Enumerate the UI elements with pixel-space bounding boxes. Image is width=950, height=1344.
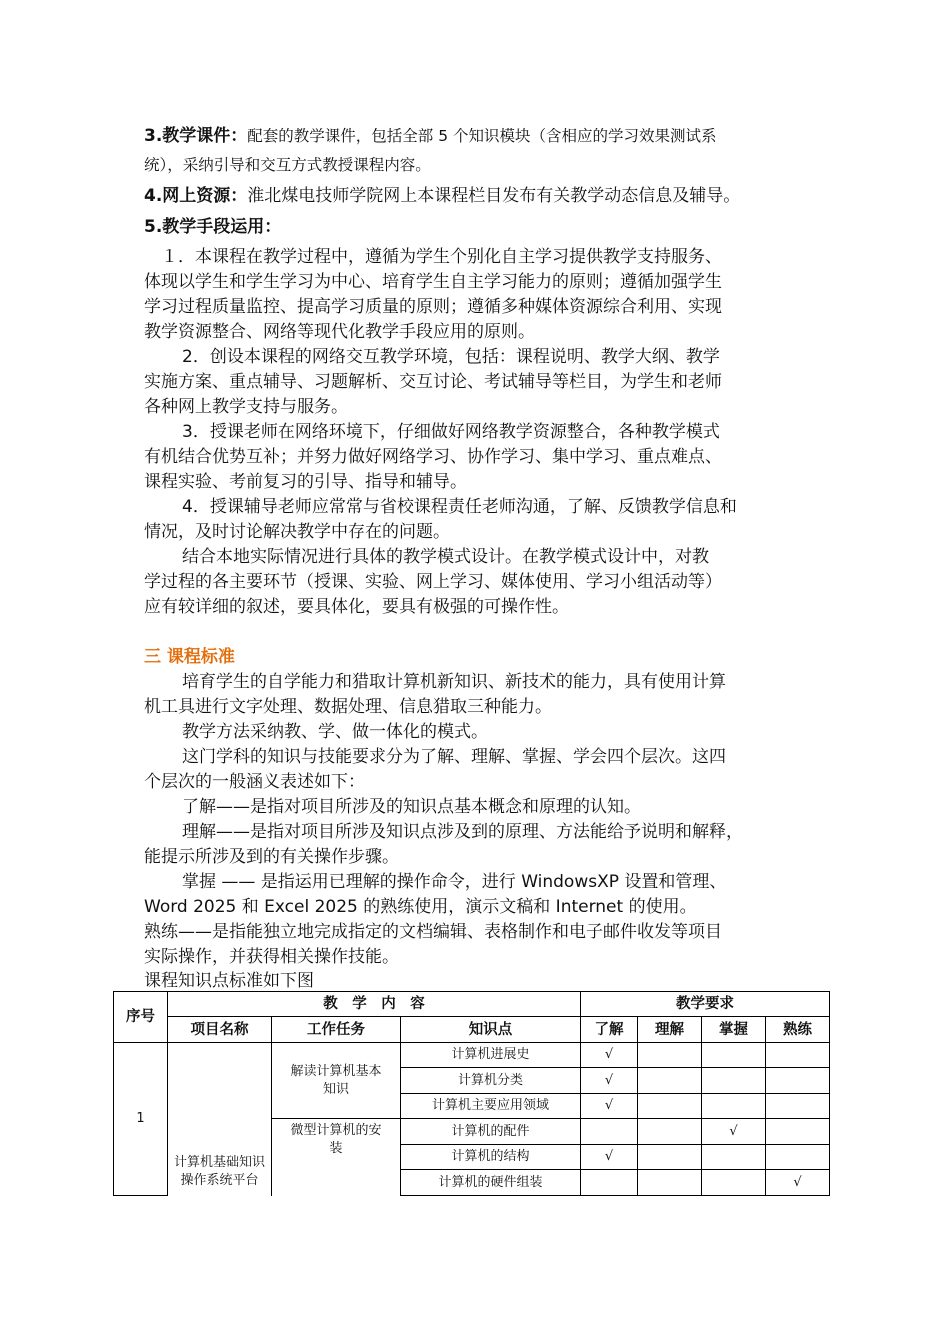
sec3-para-6-line-1: 掌握 —— 是指运用已理解的操作命令，进行 WindowsXP 设置和管理、 xyxy=(182,872,727,892)
cell-point: 计算机的硬件组装 xyxy=(401,1170,581,1196)
cell-empty xyxy=(766,1068,830,1094)
task-2-line-1: 微型计算机的安 xyxy=(290,1123,382,1138)
header-know: 了解 xyxy=(581,1017,638,1043)
cell-empty xyxy=(702,1068,766,1094)
item-3-text: 配套的教学课件，包括全部 5 个知识模块（含相应的学习效果测试系 xyxy=(247,127,717,145)
cell-empty xyxy=(766,1043,830,1068)
para-2-line-2: 实施方案、重点辅导、习题解析、交互讨论、考试辅导等栏目，为学生和老师 xyxy=(144,372,722,392)
sec3-para-1-line-1: 培育学生的自学能力和猎取计算机新知识、新技术的能力，具有使用计算 xyxy=(182,672,726,692)
para-1-line-1: １．本课程在教学过程中，遵循为学生个别化自主学习提供教学支持服务、 xyxy=(144,247,722,267)
header-master: 掌握 xyxy=(702,1017,766,1043)
header-skilled: 熟练 xyxy=(766,1017,830,1043)
cell-seq: 1 xyxy=(114,1043,168,1196)
sec3-para-7-line-1: 熟练——是指能独立地完成指定的文档编辑、表格制作和电子邮件收发等项目 xyxy=(144,922,722,942)
item-3-line-1 xyxy=(144,124,717,148)
check-mark: √ xyxy=(581,1068,638,1094)
header-content: 教 学 内 容 xyxy=(168,992,581,1017)
task-2-line-2: 装 xyxy=(329,1141,343,1156)
cell-task-1 xyxy=(272,1043,401,1119)
para-3-line-3: 课程实验、考前复习的引导、指导和辅导。 xyxy=(144,472,467,492)
header-point: 知识点 xyxy=(401,1017,581,1043)
para-2-line-3: 各种网上教学支持与服务。 xyxy=(144,397,348,417)
header-project: 项目名称 xyxy=(168,1017,272,1043)
para-1-line-4: 教学资源整合、网络等现代化教学手段应用的原则。 xyxy=(144,322,535,342)
sec3-para-3-line-2: 个层次的一般涵义表述如下： xyxy=(144,772,365,792)
cell-point: 计算机分类 xyxy=(401,1068,581,1094)
cell-empty xyxy=(702,1145,766,1170)
knowledge-point-table xyxy=(113,991,830,1196)
check-mark: √ xyxy=(581,1094,638,1119)
cell-empty xyxy=(766,1119,830,1145)
task-1-line-1: 解读计算机基本 xyxy=(290,1063,382,1079)
para-4-line-2: 情况，及时讨论解决教学中存在的问题。 xyxy=(144,522,450,542)
para-5-line-3: 应有较详细的叙述，要具体化，要具有极强的可操作性。 xyxy=(144,597,569,617)
cell-empty xyxy=(702,1043,766,1068)
item-4-text: 淮北煤电技师学院网上本课程栏目发布有关教学动态信息及辅导。 xyxy=(247,186,741,206)
project-line-2: 操作系统平台 xyxy=(180,1172,259,1188)
table-caption: 课程知识点标准如下图 xyxy=(144,971,314,991)
cell-empty xyxy=(581,1170,638,1196)
sec3-para-6-line-2: Word 2025 和 Excel 2025 的熟练使用，演示文稿和 Internet 的使用。 xyxy=(144,897,697,917)
cell-empty xyxy=(766,1094,830,1119)
item-5-label: 5.教学手段运用： xyxy=(144,217,282,237)
cell-empty xyxy=(638,1094,702,1119)
check-mark: √ xyxy=(702,1119,766,1145)
check-mark: √ xyxy=(581,1043,638,1068)
cell-empty xyxy=(702,1094,766,1119)
check-mark: √ xyxy=(581,1145,638,1170)
para-1-line-3: 学习过程质量监控、提高学习质量的原则；遵循多种媒体资源综合利用、实现 xyxy=(144,297,722,317)
cell-empty xyxy=(638,1145,702,1170)
sec3-para-1-line-2: 机工具进行文字处理、数据处理、信息猎取三种能力。 xyxy=(144,697,552,717)
header-seq: 序号 xyxy=(114,992,168,1043)
sec3-para-2: 教学方法采纳教、学、做一体化的模式。 xyxy=(182,722,488,742)
item-3-line-2: 统），采纳引导和交互方式教授课程内容。 xyxy=(144,156,431,174)
para-2-line-1: 2．创设本课程的网络交互教学环境，包括：课程说明、教学大纲、教学 xyxy=(182,347,720,367)
para-3-line-1: 3．授课老师在网络环境下，仔细做好网络教学资源整合，各种教学模式 xyxy=(182,422,720,442)
table-row xyxy=(114,1043,830,1068)
cell-project xyxy=(168,1043,272,1196)
sec3-para-5-line-1: 理解——是指对项目所涉及知识点涉及到的原理、方法能给予说明和解释， xyxy=(182,822,743,842)
cell-empty xyxy=(638,1068,702,1094)
cell-empty xyxy=(766,1145,830,1170)
cell-empty xyxy=(638,1119,702,1145)
cell-empty xyxy=(638,1043,702,1068)
header-understand: 理解 xyxy=(638,1017,702,1043)
sec3-para-7-line-2: 实际操作，并获得相关操作技能。 xyxy=(144,947,399,967)
para-3-line-2: 有机结合优势互补；并努力做好网络学习、协作学习、集中学习、重点难点、 xyxy=(144,447,722,467)
section-3-heading: 三 课程标准 xyxy=(144,647,235,667)
para-1-line-2: 体现以学生和学生学习为中心、培育学生自主学习能力的原则；遵循加强学生 xyxy=(144,272,722,292)
para-5-line-2: 学过程的各主要环节（授课、实验、网上学习、媒体使用、学习小组活动等） xyxy=(144,572,722,592)
sec3-para-3-line-1: 这门学科的知识与技能要求分为了解、理解、掌握、学会四个层次。这四 xyxy=(182,747,726,767)
cell-empty xyxy=(702,1170,766,1196)
item-3-label: 3.教学课件： xyxy=(144,126,248,146)
para-5-line-1: 结合本地实际情况进行具体的教学模式设计。在教学模式设计中，对教 xyxy=(182,547,709,567)
item-4 xyxy=(144,184,740,208)
cell-point: 计算机进展史 xyxy=(401,1043,581,1068)
task-1-line-2: 知识 xyxy=(322,1081,349,1097)
item-4-label: 4.网上资源： xyxy=(144,186,248,206)
project-line-1: 计算机基础知识 xyxy=(173,1154,265,1170)
check-mark: √ xyxy=(766,1170,830,1196)
header-task: 工作任务 xyxy=(272,1017,401,1043)
cell-point: 计算机的结构 xyxy=(401,1145,581,1170)
cell-point: 计算机主要应用领域 xyxy=(401,1094,581,1119)
cell-point: 计算机的配件 xyxy=(401,1119,581,1145)
cell-empty xyxy=(581,1119,638,1145)
cell-task-2 xyxy=(272,1119,401,1196)
header-requirements: 教学要求 xyxy=(581,992,830,1017)
cell-empty xyxy=(638,1170,702,1196)
sec3-para-5-line-2: 能提示所涉及到的有关操作步骤。 xyxy=(144,847,399,867)
para-4-line-1: 4．授课辅导老师应常常与省校课程责任老师沟通，了解、反馈教学信息和 xyxy=(182,497,737,517)
sec3-para-4: 了解——是指对项目所涉及的知识点基本概念和原理的认知。 xyxy=(182,797,641,817)
